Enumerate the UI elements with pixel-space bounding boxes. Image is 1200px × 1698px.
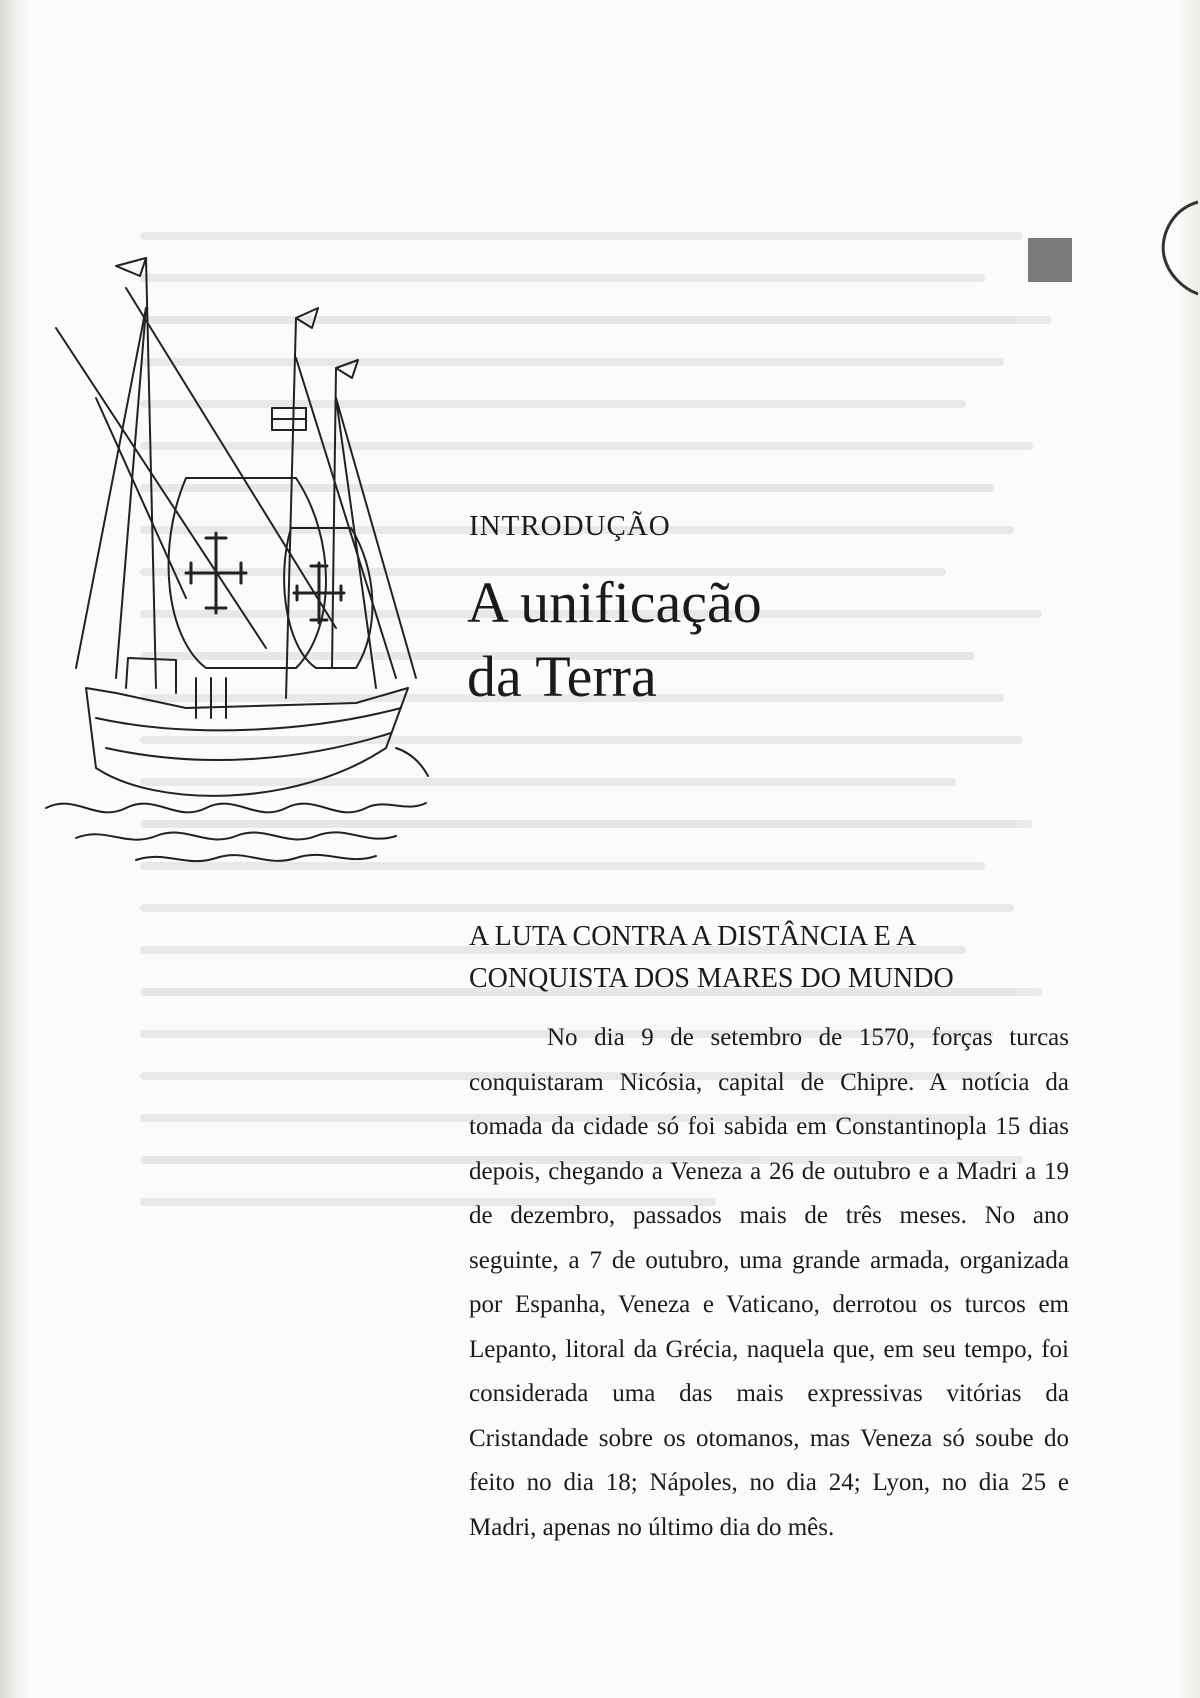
caravel-ship-illustration	[36, 248, 436, 868]
chapter-title-line-2: da Terra	[467, 644, 657, 709]
section-heading-line-2: CONQUISTA DOS MARES DO MUNDO	[469, 963, 954, 994]
section-marker-square	[1028, 238, 1072, 282]
section-heading-line-1: A LUTA CONTRA A DISTÂNCIA E A	[469, 921, 917, 952]
chapter-kicker: INTRODUÇÃO	[469, 510, 671, 542]
page-gutter-shadow	[0, 0, 28, 1698]
chapter-title	[467, 566, 1027, 714]
chapter-title-line-1: A unificação	[467, 570, 762, 635]
page-edge-arc-icon	[1150, 198, 1200, 298]
body-paragraph: No dia 9 de setembro de 1570, forças turcas conquistaram Nicósia, capital de Chipre. A notícia da tomada da cidade só foi sabida em Constantinopla 15 dias depois, chegando a Veneza a 26 de outubro e a Madri a 19 de dezembro, passados mais de três meses. No ano seguinte, a 7 de outubro, uma grande armada, organizada por Espanha, Veneza e Vaticano, derrotou os turcos em Lepanto, litoral da Grécia, naquela que, em seu tempo, foi considerada uma das mais expressivas vitórias da Cristandade sobre os otomanos, mas Veneza só soube do feito no dia 18; Nápoles, no dia 24; Lyon, no dia 25 e Madri, apenas no último dia do mês.	[469, 1024, 1069, 1541]
section-heading	[469, 916, 1079, 1000]
